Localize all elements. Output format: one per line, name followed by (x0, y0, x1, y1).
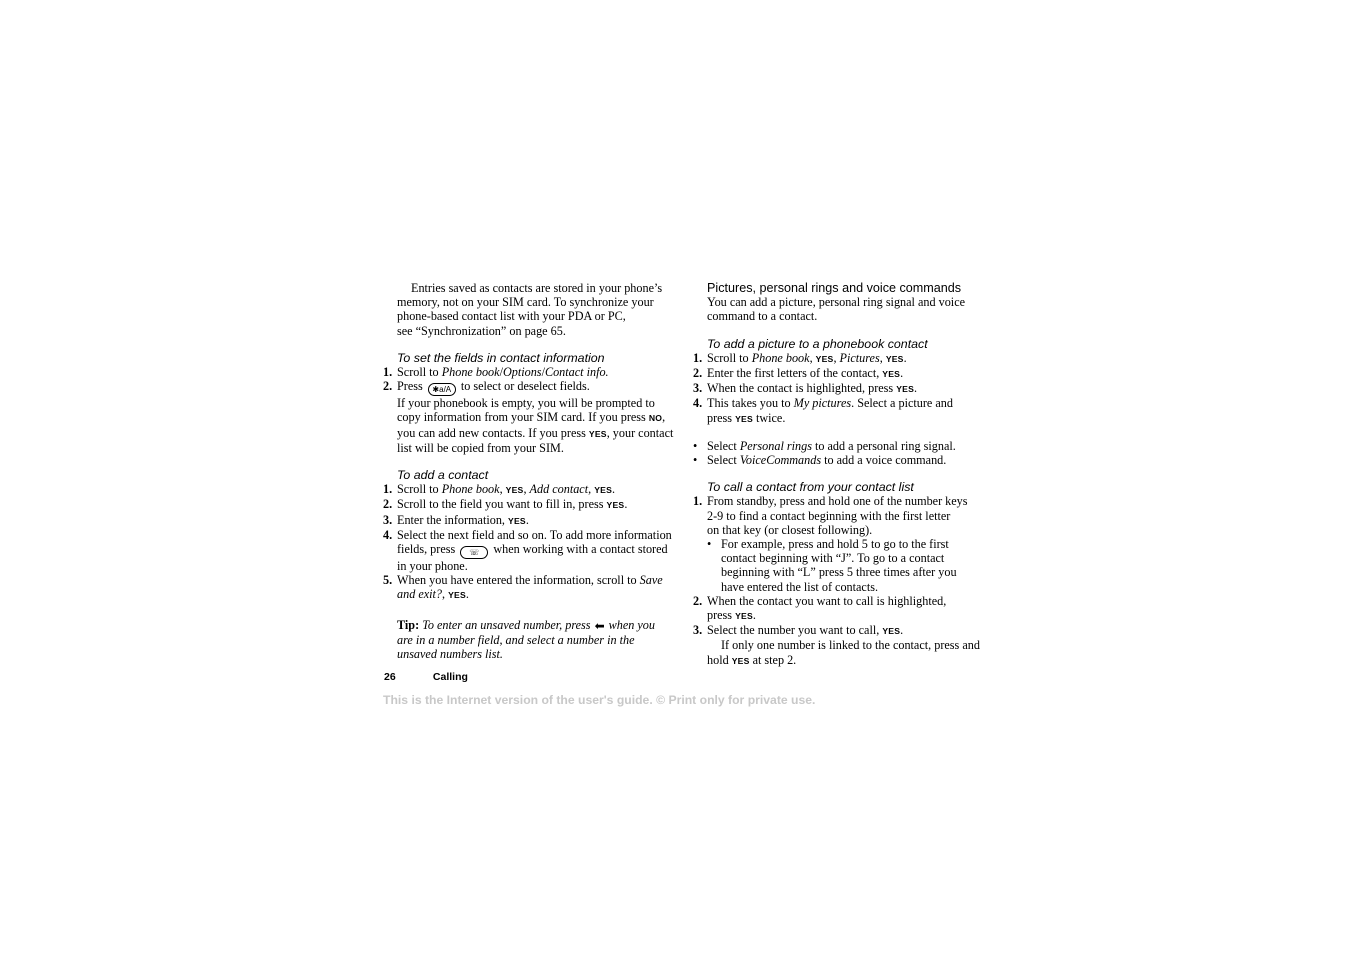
add-contact-heading: To add a contact (397, 468, 489, 483)
chapter-name: Calling (432, 671, 468, 683)
call-step-2: 2. When the contact you want to call is highlighted, press YES. (693, 593, 947, 623)
intro-line: memory, not on your SIM card. To synchronize your (397, 295, 654, 310)
picture-step-2: 2. Enter the first letters of the contact, YES. (693, 366, 904, 381)
page-footer (384, 671, 468, 683)
add-step-5: 5. When you have entered the information, scroll to Save and exit?, YES. (383, 573, 663, 602)
add-step-2: 2. Scroll to the field you want to fill in, press YES. (383, 497, 628, 512)
no-key-label: NO (648, 413, 663, 424)
phone-key-icon: ☏ (460, 546, 488, 559)
page-number: 26 (384, 671, 396, 683)
call-step-1: 1. From standby, press and hold one of the number keys 2-9 to find a contact beginning with the first letter on that key (or closest following). (693, 494, 968, 537)
add-step-1: 1. Scroll to Phone book, YES, Add contact, YES. (383, 482, 616, 497)
call-note: If only one number is linked to the contact, press and hold YES at step 2. (707, 638, 980, 667)
picture-step-1: 1. Scroll to Phone book, YES, Pictures, YES. (693, 350, 907, 365)
section-body-line: command to a contact. (707, 309, 818, 324)
internet-version-notice: This is the Internet version of the user's guide. © Print only for private use. (383, 693, 816, 707)
intro-paragraph (383, 281, 679, 338)
add-step-3: 3. Enter the information, YES. (383, 512, 529, 527)
call-sub-bullet: • For example, press and hold 5 to go to the first contact beginning with “J”. To go to a contact beginning with “L” press 5 three times after you have entered the list of contacts. (707, 537, 957, 594)
section-title: Pictures, personal rings and voice commands (707, 281, 962, 295)
right-column (693, 281, 991, 668)
fields-step-1: 1. Scroll to Phone book/Options/Contact info. (383, 365, 609, 380)
picture-step-4: 4. This takes you to My pictures. Select a picture and press YES twice. (693, 396, 953, 425)
left-column (383, 281, 679, 661)
intro-line: phone-based contact list with your PDA or PC, (397, 309, 626, 324)
star-key-icon: ✱a/A (428, 383, 456, 396)
tip-box: Tip: To enter an unsaved number, press ⬅ when you are in a number field, and select a number in the unsaved numbers list. (397, 617, 655, 662)
tip-label: Tip: (397, 617, 420, 632)
back-arrow-icon: ⬅ (594, 618, 605, 633)
fields-step-2: 2. Press ✱a/A to select or deselect fields. If your phonebook is empty, you will be prompted to copy information from your SIM card. If you press NO, you can add new contacts. If you press YES, your contact list will be copied from your SIM. (383, 379, 674, 455)
intro-line: see “Synchronization” on page 65. (397, 323, 566, 338)
bullet-item: • Select Personal rings to add a personal ring signal. (693, 438, 956, 453)
picture-step-3: 3. When the contact is highlighted, press YES. (693, 381, 918, 396)
intro-line: Entries saved as contacts are stored in your phone’s (411, 281, 663, 295)
fields-heading: To set the fields in contact information (397, 350, 605, 365)
section-body-line: You can add a picture, personal ring signal and voice (707, 295, 966, 310)
picture-heading: To add a picture to a phonebook contact (707, 336, 928, 351)
bullet-item: • Select VoiceCommands to add a voice command. (693, 453, 947, 468)
call-step-3: 3. Select the number you want to call, YES. (693, 623, 904, 638)
yes-key-label: YES (588, 428, 607, 439)
add-step-4: 4. Select the next field and so on. To add more information fields, press ☏ when working with a contact stored in your phone. (383, 527, 672, 574)
call-heading: To call a contact from your contact list (707, 480, 914, 495)
